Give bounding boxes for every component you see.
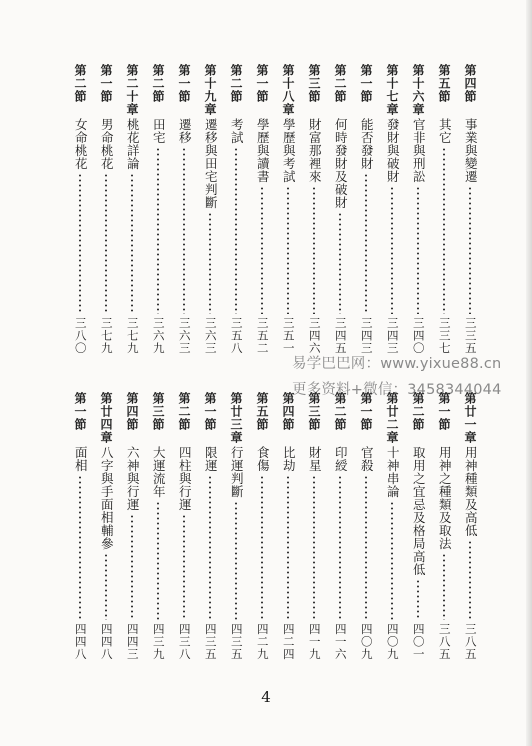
entry-title: 印綬 <box>333 446 349 472</box>
section-label: 第三節 <box>307 392 321 431</box>
entry-title: 官非與刑訟 <box>411 118 427 183</box>
toc-entry[interactable] <box>382 392 402 660</box>
chapter-label: 第十七章 <box>385 64 399 116</box>
page-ref: 三四五 <box>333 316 348 354</box>
section-label: 第三節 <box>307 64 321 103</box>
toc-entry[interactable] <box>356 392 376 660</box>
section-label: 第一節 <box>255 64 269 103</box>
dot-leader <box>313 186 315 314</box>
page-number: 4 <box>261 688 271 706</box>
entry-title: 事業與變遷 <box>463 118 479 183</box>
dot-leader <box>79 173 81 314</box>
entry-title: 十神串論 <box>385 446 401 498</box>
entry-title: 六神與行運 <box>125 446 141 511</box>
page-ref: 三八五 <box>437 622 452 660</box>
toc-entry[interactable] <box>96 64 116 354</box>
entry-title: 用神之種類及取法 <box>437 446 453 550</box>
dot-leader <box>391 501 393 620</box>
toc-entry[interactable] <box>148 392 168 660</box>
toc-entry[interactable] <box>330 392 350 660</box>
toc-entry[interactable] <box>226 392 246 660</box>
entry-title: 八字與手面相輔參 <box>99 446 115 550</box>
dot-leader <box>105 553 107 620</box>
dot-leader <box>131 173 133 314</box>
dot-leader <box>287 475 289 620</box>
toc-entry[interactable] <box>278 64 298 354</box>
dot-leader <box>443 553 445 620</box>
chapter-label: 第十九章 <box>203 64 217 116</box>
toc-entry[interactable] <box>122 392 142 660</box>
page-ref: 三八五 <box>463 622 478 660</box>
section-label: 第二節 <box>333 392 347 431</box>
page-ref: 三五二 <box>255 316 270 354</box>
toc-entry[interactable] <box>434 64 454 354</box>
toc-entry[interactable] <box>200 392 220 660</box>
dot-leader <box>469 540 471 620</box>
chapter-label: 第廿二章 <box>385 392 399 444</box>
dot-leader <box>105 173 107 314</box>
page-ref: 四一九 <box>307 622 322 660</box>
entry-title: 其它 <box>437 118 453 144</box>
toc-entry[interactable] <box>70 64 90 354</box>
section-label: 第二節 <box>151 64 165 103</box>
page-ref: 四四三 <box>125 622 140 660</box>
dot-leader <box>183 514 185 620</box>
page-ref: 三三五 <box>463 316 478 354</box>
entry-title: 桃花詳論 <box>125 118 141 170</box>
dot-leader <box>209 212 211 314</box>
page-ref: 三五一 <box>281 316 296 354</box>
page-ref: 四二四 <box>281 622 296 660</box>
entry-title: 限運 <box>203 446 219 472</box>
page-ref: 四四八 <box>99 622 114 660</box>
section-label: 第四節 <box>125 392 139 431</box>
entry-title: 官殺 <box>359 446 375 472</box>
dot-leader <box>235 147 237 314</box>
dot-leader <box>391 186 393 314</box>
entry-title: 男命桃花 <box>99 118 115 170</box>
page-ref: 三七九 <box>125 316 140 354</box>
chapter-label: 第廿三章 <box>229 392 243 444</box>
page-ref: 三四六 <box>307 316 322 354</box>
dot-leader <box>157 147 159 314</box>
toc-entry[interactable] <box>408 64 428 354</box>
entry-title: 學歷與考試 <box>281 118 297 183</box>
watermark-line-1: 易学巴巴网：www.yixue88.cn <box>292 356 502 372</box>
section-label: 第一節 <box>359 392 373 431</box>
toc-entry[interactable] <box>304 392 324 660</box>
dot-leader <box>235 501 237 620</box>
dot-leader <box>209 475 211 620</box>
dot-leader <box>261 186 263 314</box>
entry-title: 發財與破財 <box>385 118 401 183</box>
page-ref: 三六三 <box>203 316 218 354</box>
dot-leader <box>183 147 185 314</box>
entry-title: 何時發財及破財 <box>333 118 349 209</box>
page-ref: 四三八 <box>177 622 192 660</box>
toc-entry[interactable] <box>200 64 220 354</box>
dot-leader <box>469 186 471 314</box>
page-ref: 三五八 <box>229 316 244 354</box>
chapter-label: 第二十章 <box>125 64 139 116</box>
chapter-label: 第十六章 <box>411 64 425 116</box>
toc-entry[interactable] <box>226 64 246 354</box>
page-ref: 四〇九 <box>385 622 400 660</box>
section-label: 第三節 <box>151 392 165 431</box>
page-ref: 三六九 <box>151 316 166 354</box>
section-label: 第二節 <box>177 392 191 431</box>
page-ref: 四一六 <box>333 622 348 660</box>
entry-title: 面相 <box>73 446 89 472</box>
page-ref: 三三七 <box>437 316 452 354</box>
chapter-label: 第廿一章 <box>463 392 477 444</box>
dot-leader <box>339 475 341 620</box>
page-ref: 四〇一 <box>411 622 426 660</box>
toc-entry[interactable] <box>408 392 428 660</box>
entry-title: 遷移與田宅判斷 <box>203 118 219 209</box>
dot-leader <box>339 212 341 314</box>
toc-entry[interactable] <box>356 64 376 354</box>
section-label: 第二節 <box>333 64 347 103</box>
toc-entry[interactable] <box>434 392 454 660</box>
entry-title: 能否發財 <box>359 118 375 170</box>
page-ref: 三六三 <box>177 316 192 354</box>
toc-block-top <box>60 64 480 354</box>
page-ref: 四四八 <box>73 622 88 660</box>
section-label: 第四節 <box>281 392 295 431</box>
dot-leader <box>287 186 289 314</box>
chapter-label: 第廿四章 <box>99 392 113 444</box>
toc-entry[interactable] <box>252 64 272 354</box>
entry-title: 比劫 <box>281 446 297 472</box>
toc-entry[interactable] <box>174 392 194 660</box>
page-ref: 三四三 <box>385 316 400 354</box>
dot-leader <box>365 475 367 620</box>
page-ref: 四三五 <box>229 622 244 660</box>
section-label: 第一節 <box>177 64 191 103</box>
dot-leader <box>313 475 315 620</box>
page-ref: 三八〇 <box>73 316 88 354</box>
toc-entry[interactable] <box>148 64 168 354</box>
page-ref: 四三九 <box>151 622 166 660</box>
section-label: 第一節 <box>359 64 373 103</box>
section-label: 第一節 <box>99 64 113 103</box>
toc-entry[interactable] <box>460 64 480 354</box>
section-label: 第一節 <box>203 392 217 431</box>
toc-entry[interactable] <box>70 392 90 660</box>
entry-title: 行運判斷 <box>229 446 245 498</box>
dot-leader <box>443 147 445 314</box>
page-ref: 三七九 <box>99 316 114 354</box>
dot-leader <box>131 514 133 620</box>
page-ref: 四三五 <box>203 622 218 660</box>
section-label: 第二節 <box>73 64 87 103</box>
dot-leader <box>157 501 159 620</box>
page-ref: 四〇九 <box>359 622 374 660</box>
section-label: 第一節 <box>437 392 451 431</box>
section-label: 第一節 <box>73 392 87 431</box>
entry-title: 財富那裡來 <box>307 118 323 183</box>
toc-entry[interactable] <box>382 64 402 354</box>
entry-title: 用神種類及高低 <box>463 446 479 537</box>
dot-leader <box>417 186 419 314</box>
page-ref: 四二九 <box>255 622 270 660</box>
section-label: 第五節 <box>255 392 269 431</box>
entry-title: 四柱與行運 <box>177 446 193 511</box>
entry-title: 考試 <box>229 118 245 144</box>
toc-entry[interactable] <box>174 64 194 354</box>
toc-entry[interactable] <box>304 64 324 354</box>
entry-title: 食傷 <box>255 446 271 472</box>
watermark-line-2: 更多资料+微信：3458344044 <box>292 382 502 398</box>
toc-entry[interactable] <box>330 64 350 354</box>
entry-title: 學歷與讀書 <box>255 118 271 183</box>
page-ref: 三四〇 <box>411 316 426 354</box>
chapter-label: 第十八章 <box>281 64 295 116</box>
dot-leader <box>417 579 419 620</box>
entry-title: 取用之宜忌及格局高低 <box>411 446 427 576</box>
entry-title: 田宅 <box>151 118 167 144</box>
entry-title: 女命桃花 <box>73 118 89 170</box>
page-ref: 三四三 <box>359 316 374 354</box>
dot-leader <box>79 475 81 620</box>
entry-title: 大運流年 <box>151 446 167 498</box>
toc-entry[interactable] <box>278 392 298 660</box>
section-label: 第五節 <box>437 64 451 103</box>
section-label: 第二節 <box>411 392 425 431</box>
section-label: 第四節 <box>463 64 477 103</box>
entry-title: 遷移 <box>177 118 193 144</box>
entry-title: 財星 <box>307 446 323 472</box>
toc-entry[interactable] <box>252 392 272 660</box>
toc-entry[interactable] <box>122 64 142 354</box>
section-label: 第二節 <box>229 64 243 103</box>
toc-entry[interactable] <box>460 392 480 660</box>
dot-leader <box>261 475 263 620</box>
toc-block-bottom <box>60 392 480 660</box>
scan-edge-shadow <box>526 0 532 746</box>
toc-entry[interactable] <box>96 392 116 660</box>
dot-leader <box>365 173 367 314</box>
